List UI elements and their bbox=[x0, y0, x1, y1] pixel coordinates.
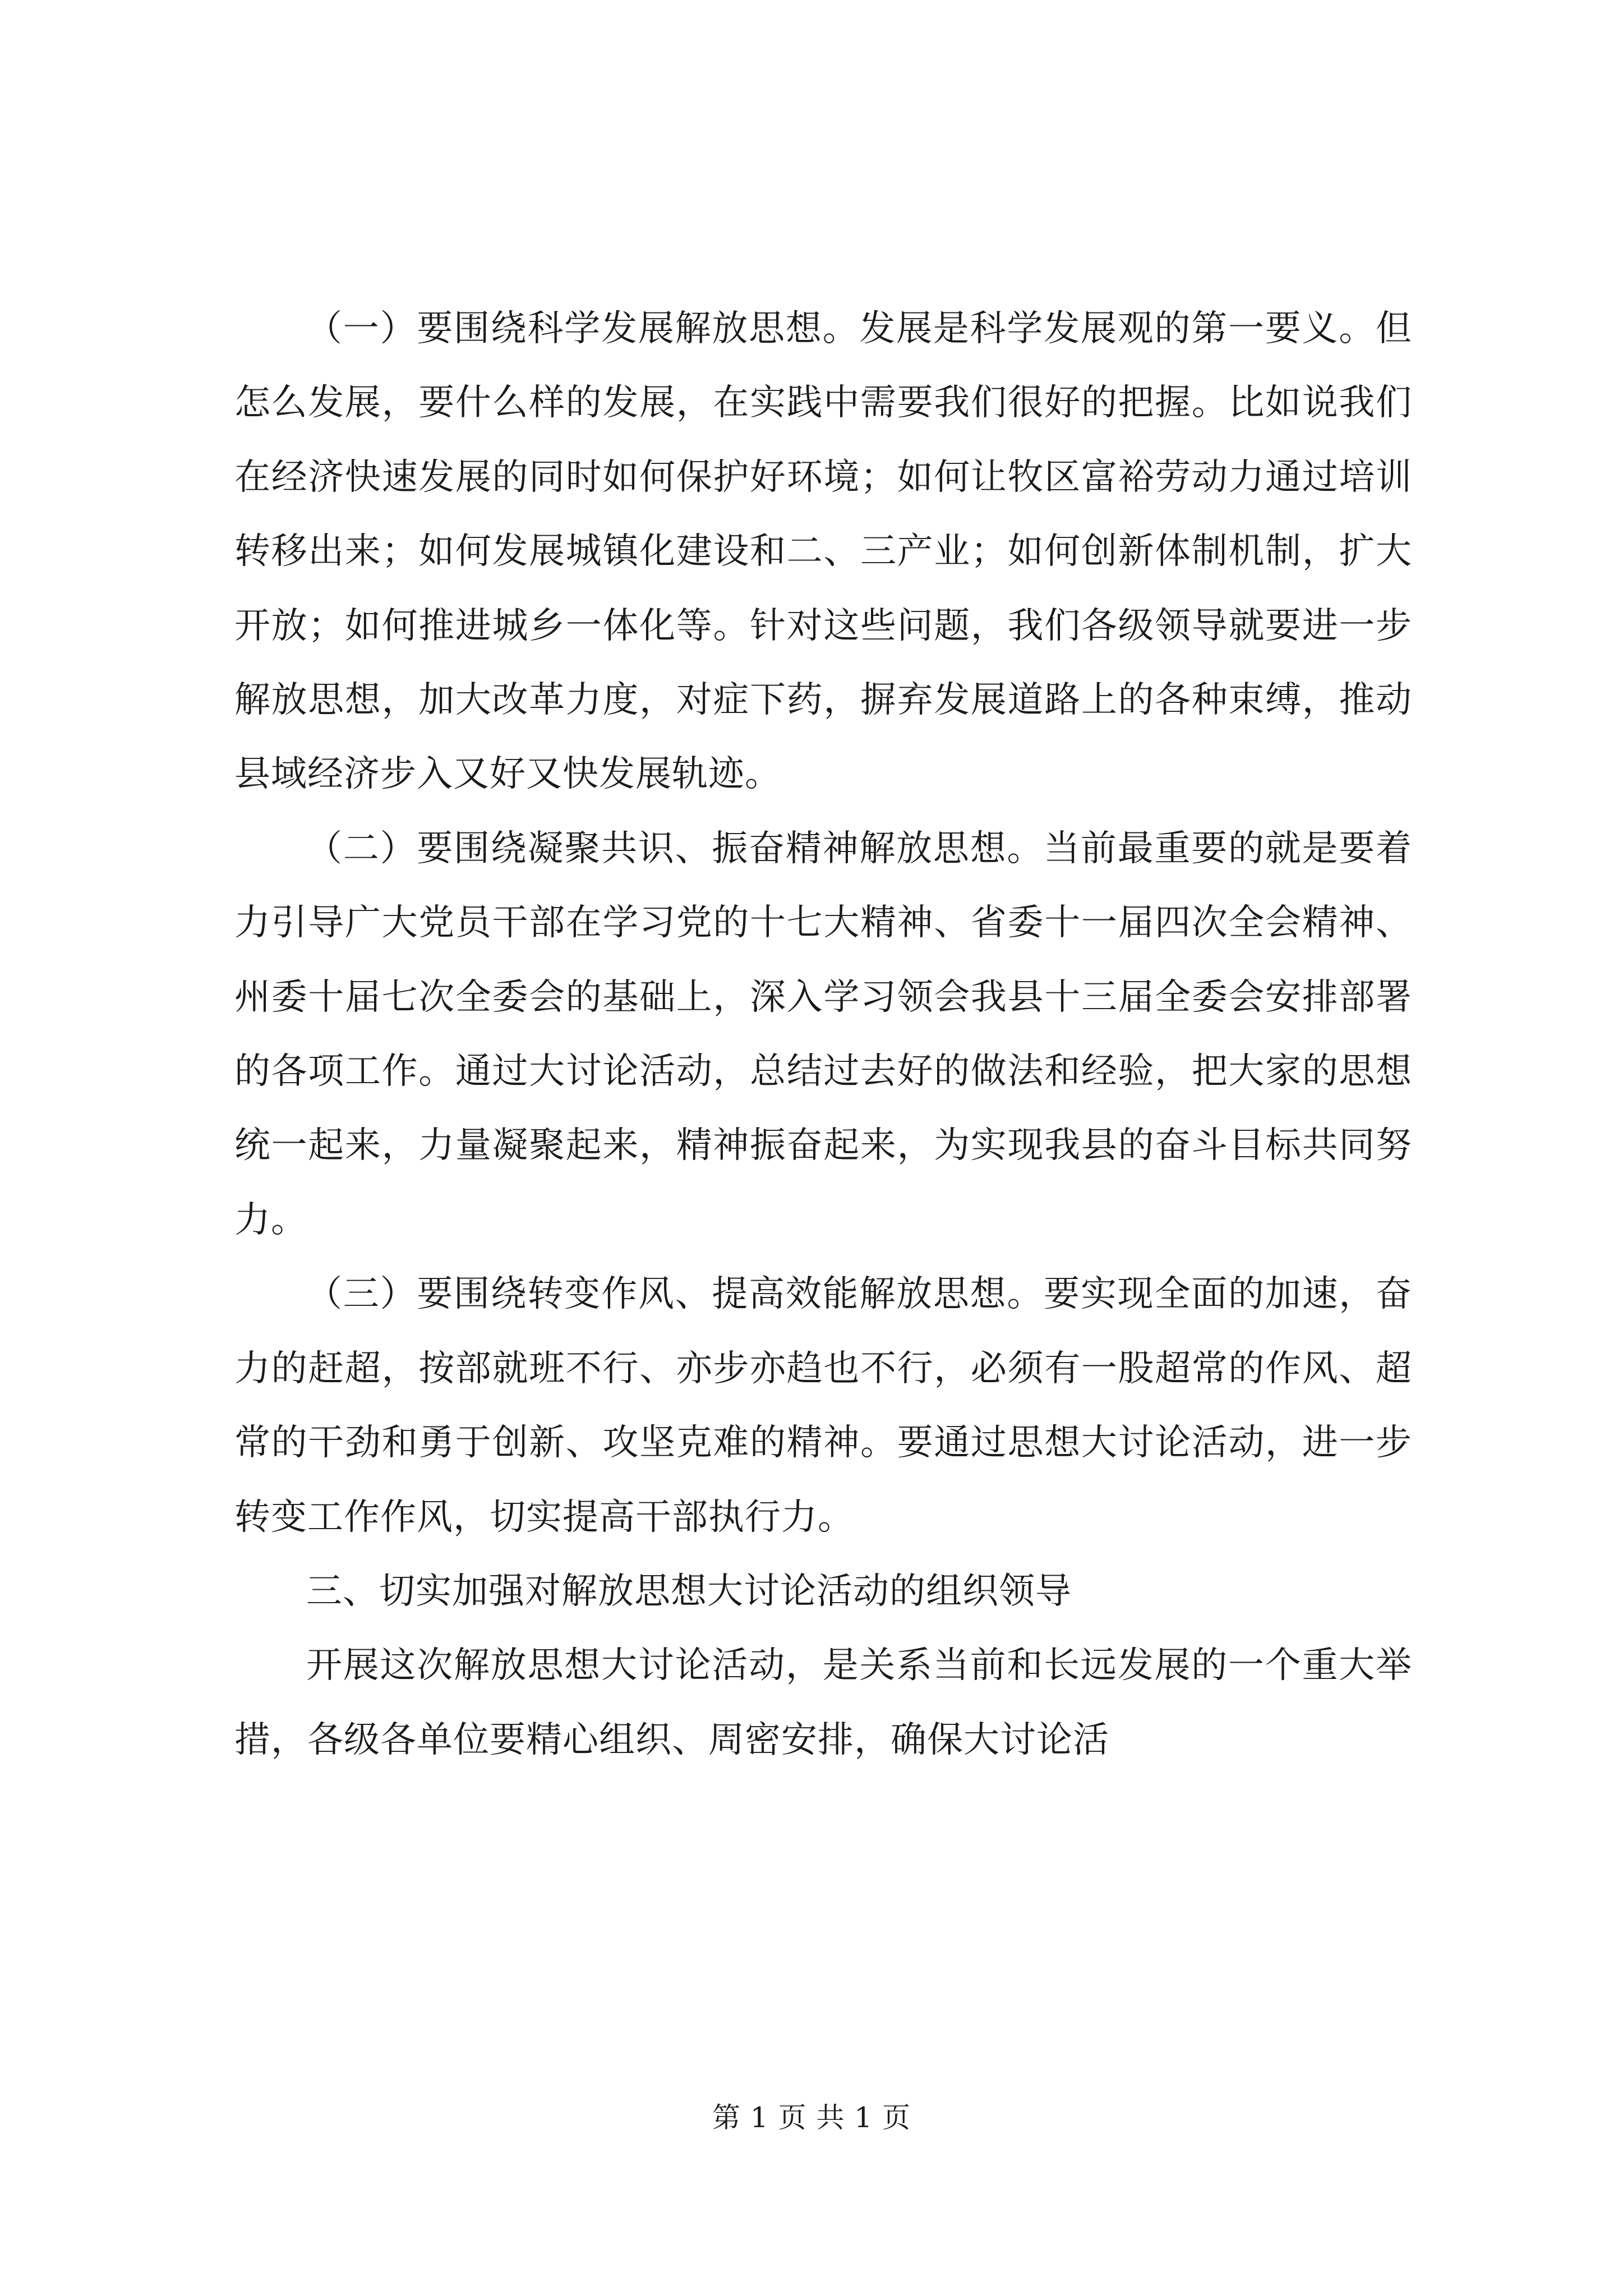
paragraph-organization: 开展这次解放思想大讨论活动，是关系当前和长远发展的一个重大举措，各级各单位要精心组织、周密安排，确保大讨论活 bbox=[234, 1645, 1412, 1761]
section-heading-three: 三、切实加强对解放思想大讨论活动的组织领导 bbox=[306, 1570, 1072, 1612]
page-footer: 第 1 页 共 1 页 bbox=[712, 2101, 911, 2134]
paragraph-section-2: （二）要围绕凝聚共识、振奋精神解放思想。当前最重要的就是要着力引导广大党员干部在学习党的十七大精神、省委十一届四次全会精神、州委十届七次全委会的基础上，深入学习领会我县十三届全委会安排部署的各项工作。通过大讨论活动，总结过去好的做法和经验，把大家的思想统一起来，力量凝聚起来，精神振奋起来，为实现我县的奋斗目标共同努力。 bbox=[234, 827, 1412, 1241]
paragraph-section-1: （一）要围绕科学发展解放思想。发展是科学发展观的第一要义。但怎么发展，要什么样的发展，在实践中需要我们很好的把握。比如说我们在经济快速发展的同时如何保护好环境；如何让牧区富裕劳动力通过培训转移出来；如何发展城镇化建设和二、三产业；如何创新体制机制，扩大开放；如何推进城乡一体化等。针对这些问题，我们各级领导就要进一步解放思想，加大改革力度，对症下药，摒弃发展道路上的各种束缚，推动县域经济步入又好又快发展轨迹。 bbox=[234, 308, 1412, 795]
paragraph-section-3: （三）要围绕转变作风、提高效能解放思想。要实现全面的加速，奋力的赶超，按部就班不行、亦步亦趋也不行，必须有一股超常的作风、超常的干劲和勇于创新、攻坚克难的精神。要通过思想大讨论活动，进一步转变工作作风，切实提高干部执行力。 bbox=[234, 1273, 1412, 1538]
document-body bbox=[234, 292, 1412, 1777]
